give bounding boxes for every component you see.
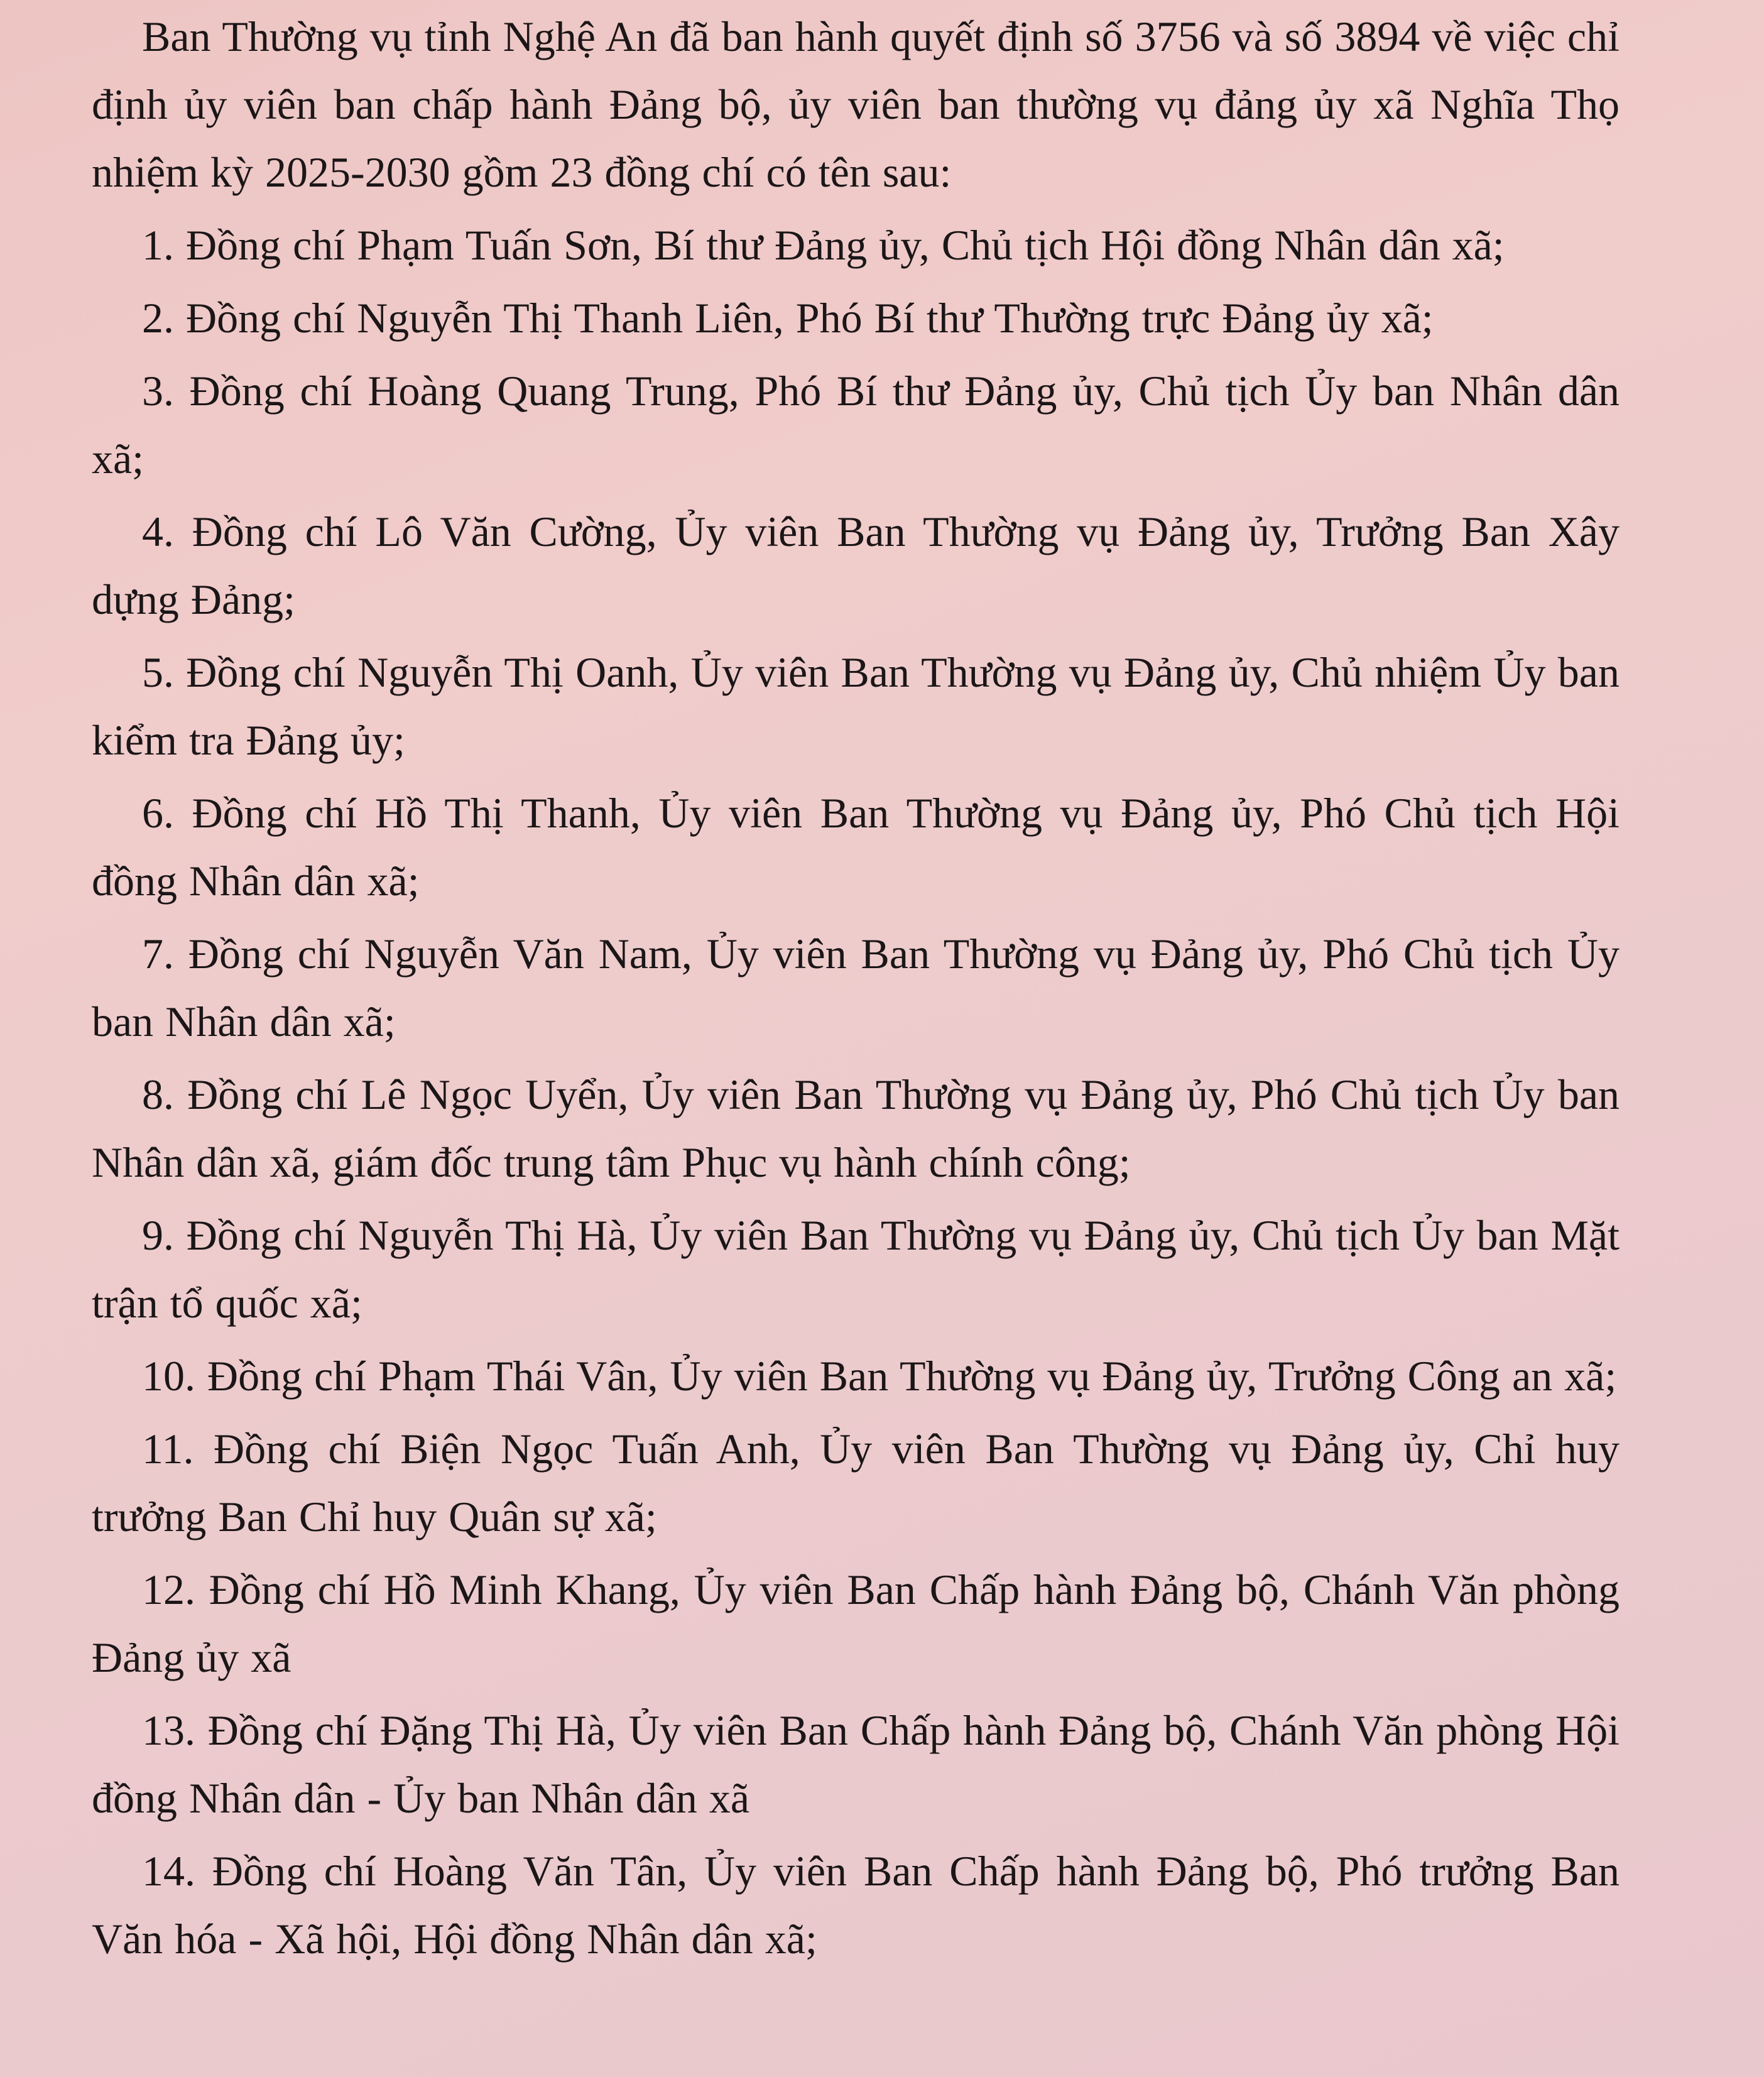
document-page bbox=[92, 3, 1620, 1973]
intro-paragraph: Ban Thường vụ tỉnh Nghệ An đã ban hành quyết định số 3756 và số 3894 về việc chỉ định ủy viên ban chấp hành Đảng bộ, ủy viên ban thường vụ đảng ủy xã Nghĩa Thọ nhiệm kỳ 2025-2030 gồm 23 đồng chí có tên sau: bbox=[92, 13, 1620, 196]
list-item-13: 13. Đồng chí Đặng Thị Hà, Ủy viên Ban Chấp hành Đảng bộ, Chánh Văn phòng Hội đồng Nhân dân - Ủy ban Nhân dân xã bbox=[92, 1706, 1620, 1822]
list-item-4: 4. Đồng chí Lô Văn Cường, Ủy viên Ban Thường vụ Đảng ủy, Trưởng Ban Xây dựng Đảng; bbox=[92, 508, 1620, 623]
list-item-14: 14. Đồng chí Hoàng Văn Tân, Ủy viên Ban Chấp hành Đảng bộ, Phó trưởng Ban Văn hóa - Xã hội, Hội đồng Nhân dân xã; bbox=[92, 1847, 1620, 1963]
list-item-5: 5. Đồng chí Nguyễn Thị Oanh, Ủy viên Ban Thường vụ Đảng ủy, Chủ nhiệm Ủy ban kiểm tra Đảng ủy; bbox=[92, 648, 1620, 764]
list-item-6: 6. Đồng chí Hồ Thị Thanh, Ủy viên Ban Thường vụ Đảng ủy, Phó Chủ tịch Hội đồng Nhân dân xã; bbox=[92, 789, 1620, 905]
list-item-11: 11. Đồng chí Biện Ngọc Tuấn Anh, Ủy viên Ban Thường vụ Đảng ủy, Chỉ huy trưởng Ban Chỉ huy Quân sự xã; bbox=[92, 1425, 1620, 1540]
list-item-1: 1. Đồng chí Phạm Tuấn Sơn, Bí thư Đảng ủy, Chủ tịch Hội đồng Nhân dân xã; bbox=[142, 221, 1505, 269]
list-item-8: 8. Đồng chí Lê Ngọc Uyển, Ủy viên Ban Thường vụ Đảng ủy, Phó Chủ tịch Ủy ban Nhân dân xã, giám đốc trung tâm Phục vụ hành chính công; bbox=[92, 1071, 1620, 1186]
list-item-7: 7. Đồng chí Nguyễn Văn Nam, Ủy viên Ban Thường vụ Đảng ủy, Phó Chủ tịch Ủy ban Nhân dân xã; bbox=[92, 930, 1620, 1045]
list-item-3: 3. Đồng chí Hoàng Quang Trung, Phó Bí thư Đảng ủy, Chủ tịch Ủy ban Nhân dân xã; bbox=[92, 367, 1620, 482]
list-item-12: 12. Đồng chí Hồ Minh Khang, Ủy viên Ban Chấp hành Đảng bộ, Chánh Văn phòng Đảng ủy xã bbox=[92, 1566, 1620, 1681]
list-item-2: 2. Đồng chí Nguyễn Thị Thanh Liên, Phó Bí thư Thường trực Đảng ủy xã; bbox=[142, 294, 1434, 342]
list-item-9: 9. Đồng chí Nguyễn Thị Hà, Ủy viên Ban Thường vụ Đảng ủy, Chủ tịch Ủy ban Mặt trận tổ quốc xã; bbox=[92, 1211, 1620, 1327]
list-item-10: 10. Đồng chí Phạm Thái Vân, Ủy viên Ban Thường vụ Đảng ủy, Trưởng Công an xã; bbox=[142, 1352, 1617, 1400]
